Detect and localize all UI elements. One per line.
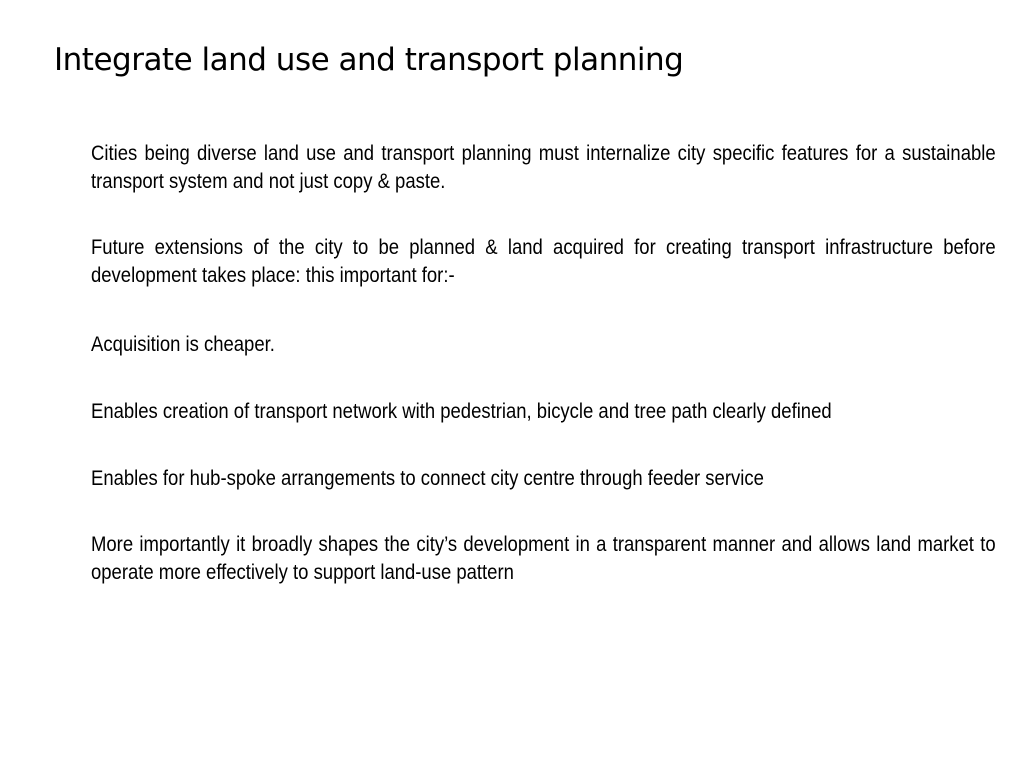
paragraph-transport-network: Enables creation of transport network with pedestrian, bicycle and tree path clearly defined (91, 400, 832, 423)
paragraph-future-extensions: Future extensions of the city to be planned & land acquired for creating transport infrastructure before development takes place: this important for:- (91, 236, 996, 287)
slide-body (91, 140, 996, 587)
paragraph-hub-spoke: Enables for hub-spoke arrangements to connect city centre through feeder service (91, 467, 764, 490)
slide-title: Integrate land use and transport planning (54, 42, 684, 78)
paragraph-city-specific-planning: Cities being diverse land use and transport planning must internalize city specific features for a sustainable transport system and not just copy & paste. (91, 142, 996, 193)
paragraph-acquisition-cheaper: Acquisition is cheaper. (91, 333, 275, 356)
paragraph-land-market: More importantly it broadly shapes the city’s development in a transparent manner and allows land market to operate more effectively to support land-use pattern (91, 533, 996, 584)
